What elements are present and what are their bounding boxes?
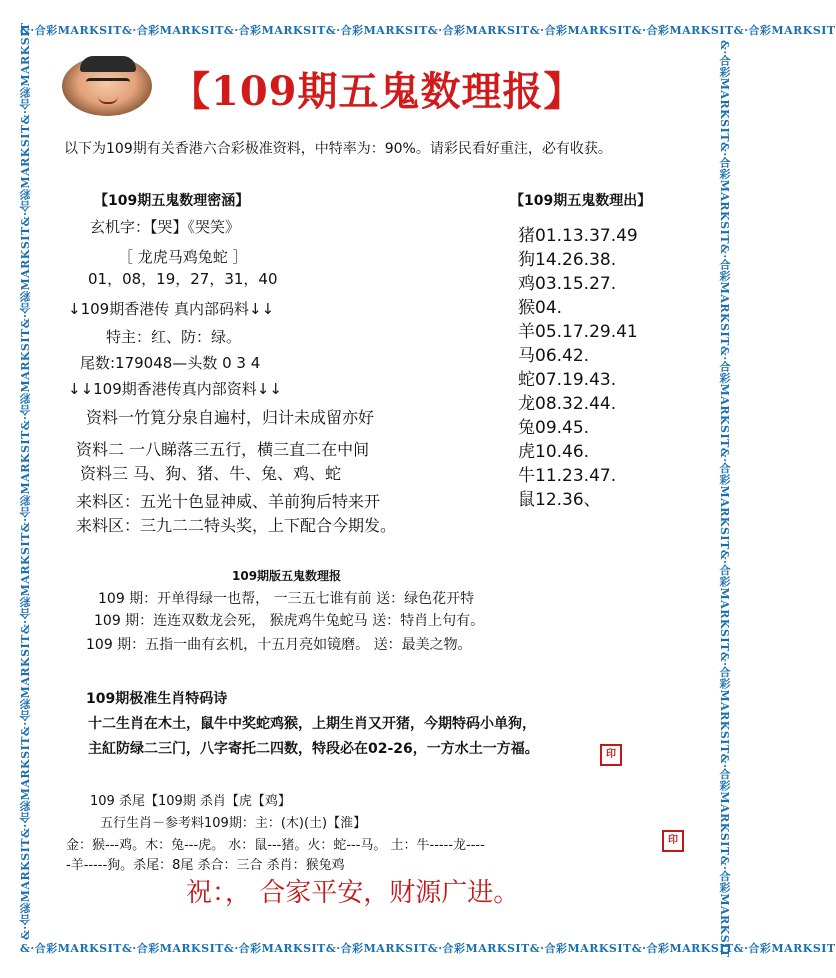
zodiac-row: 猴04.: [518, 298, 563, 318]
middle-line-2: 109 期：连连双数龙会死， 猴虎鸡牛兔蛇马 送：特肖上句有。: [94, 613, 485, 629]
zodiac-row: 鼠12.36、: [518, 490, 601, 510]
zodiac-row: 蛇07.19.43.: [518, 370, 617, 390]
info-line-2: 资料二 一八睇落三五行，横三直二在中间: [76, 440, 370, 459]
source-line-2: 来料区：三九二二特头奖，上下配合今期发。: [76, 516, 397, 535]
info-line-1: 资料一竹筧分泉自遍村，归计未成留亦好: [86, 408, 375, 427]
kill-summary-line: -羊-----狗。杀尾：8尾 杀合：三合 杀肖：猴兔鸡: [66, 858, 345, 873]
intro-text: 以下为109期有关香港六合彩极准资料，中特率为：90%。请彩民看好重注，必有收获。: [64, 141, 612, 157]
zodiac-row: 兔09.45.: [518, 418, 590, 438]
tail-numbers: 尾数:179048—头数 0 3 4: [80, 354, 261, 372]
zodiac-row: 狗14.26.38.: [518, 250, 617, 270]
kill-tail-line: 109 杀尾【109期 杀肖【虎【鸡】: [90, 794, 291, 809]
border-right-watermark: &·合彩MARKSIT&·合彩MARKSIT&·合彩MARKSIT&·合彩MARKSIT&·合彩MARKSIT&·合彩MARKSIT&·合彩MARKSIT&·合彩MARKSIT&·合彩MARKSIT: [718, 40, 731, 958]
red-seal-stamp: 印: [600, 744, 622, 766]
page-title: 【109期五鬼数理报】: [170, 68, 585, 115]
zodiac-row: 龙08.32.44.: [518, 394, 617, 414]
five-elements-line: 五行生肖－参考料109期：主：(木)(土)【淮】: [100, 816, 367, 831]
border-top-watermark: &·合彩MARKSIT&·合彩MARKSIT&·合彩MARKSIT&·合彩MARKSIT&·合彩MARKSIT&·合彩MARKSIT&·合彩MARKSIT&·合彩MARKSIT: [20, 24, 836, 37]
section-code-heading: ↓109期香港传 真内部码料↓↓: [68, 300, 275, 318]
zodiac-row: 牛11.23.47.: [518, 466, 617, 486]
source-line-1: 来料区：五光十色显神威、羊前狗后特来开: [76, 492, 381, 511]
poem-heading: 109期极准生肖特码诗: [86, 691, 228, 707]
special-color: 特主：红、防：绿。: [106, 328, 242, 346]
section-output-heading: 【109期五鬼数理出】: [510, 193, 652, 209]
zodiac-row: 鸡03.15.27.: [518, 274, 617, 294]
red-seal-stamp: 印: [662, 830, 684, 852]
avatar-mouth: [98, 96, 118, 104]
lucky-numbers: 01，08，19，27，31，40: [88, 270, 278, 288]
middle-line-3: 109 期：五指一曲有玄机，十五月亮如镜磨。 送：最美之物。: [86, 637, 472, 653]
middle-line-1: 109 期：开单得绿一也帮， 一三五七谁有前 送：绿色花开特: [98, 591, 475, 607]
elements-detail-line: 金：猴---鸡。木：兔---虎。 水：鼠---猪。火：蛇---马。 土：牛-----龙----: [66, 838, 485, 853]
zodiac-row: 羊05.17.29.41: [518, 322, 638, 342]
xuanji-text: 玄机字：【哭】《哭笑》: [90, 218, 241, 236]
middle-heading: 109期版五鬼数理报: [232, 569, 342, 583]
section-secret-heading: 【109期五鬼数理密涵】: [94, 193, 250, 209]
avatar: [62, 56, 152, 116]
blessing-text: 祝：， 合家平安，财源广进。: [186, 878, 520, 908]
poem-line-2: 主紅防绿二三门，八字寄托二四数，特段必在02-26，一方水土一方福。: [88, 741, 539, 757]
zodiac-row: 虎10.46.: [518, 442, 590, 462]
zodiac-row: 猪01.13.37.49: [518, 226, 638, 246]
info-line-3: 资料三 马、狗、猪、牛、兔、鸡、蛇: [80, 464, 342, 483]
border-bottom-watermark: &·合彩MARKSIT&·合彩MARKSIT&·合彩MARKSIT&·合彩MARKSIT&·合彩MARKSIT&·合彩MARKSIT&·合彩MARKSIT&·合彩MARKSIT: [20, 942, 836, 955]
poem-line-1: 十二生肖在木土，鼠牛中奖蛇鸡猴，上期生肖又开猪，今期特码小单狗，: [88, 716, 536, 732]
zodiac-row: 马06.42.: [518, 346, 590, 366]
border-left-watermark: &·合彩MARKSIT&·合彩MARKSIT&·合彩MARKSIT&·合彩MARKSIT&·合彩MARKSIT&·合彩MARKSIT&·合彩MARKSIT&·合彩MARKSIT&·合彩MARKSIT: [19, 22, 32, 940]
zodiac-group: ［ 龙虎马鸡兔蛇 ］: [118, 248, 248, 266]
section-info-heading: ↓↓109期香港传真内部资料↓↓: [68, 380, 282, 398]
avatar-glasses: [86, 78, 130, 91]
avatar-hair: [80, 56, 136, 72]
